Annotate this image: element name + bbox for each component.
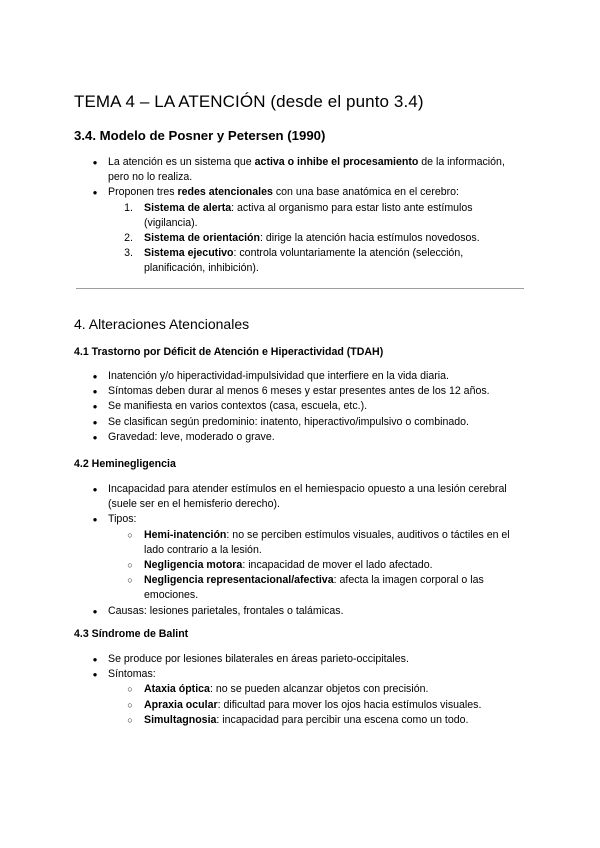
list-item: ● Gravedad: leve, moderado o grave.: [108, 430, 528, 445]
list-item: ○ Hemi-inatención: no se perciben estímulos visuales, auditivos o táctiles en el lado contrario a la lesión.: [144, 528, 524, 558]
bullet-marker: ●: [92, 655, 98, 664]
list-item: ● Tipos:: [108, 512, 528, 527]
list-item: 2. Sistema de orientación: dirige la atención hacia estímulos novedosos.: [144, 231, 524, 246]
document-title: TEMA 4 – LA ATENCIÓN (desde el punto 3.4): [74, 92, 424, 111]
bullet-marker: ●: [92, 515, 98, 525]
bullet-marker: ●: [92, 606, 98, 616]
circle-marker: ○: [127, 699, 133, 710]
list-item: ● Incapacidad para atender estímulos en el hemiespacio opuesto a una lesión cerebral (suele ser en el hemisferio derecho).: [108, 482, 528, 512]
list-item: ● Inatención y/o hiperactividad-impulsividad que interfiere en la vida diaria.: [108, 369, 528, 384]
posner-list: [0, 155, 600, 277]
bullet-marker: ●: [92, 417, 98, 427]
bullet-marker: ●: [92, 402, 98, 412]
subsection-heading-balint: 4.3 Síndrome de Balint: [74, 628, 189, 640]
bullet-marker: ●: [92, 188, 98, 198]
bullet-marker: ●: [92, 372, 98, 381]
number-marker: 2.: [124, 232, 133, 245]
bullet-marker: ●: [92, 158, 98, 167]
circle-marker: ○: [127, 684, 133, 695]
heminegligencia-list: [0, 482, 600, 619]
list-item: ○ Negligencia representacional/afectiva: afecta la imagen corporal o las emociones.: [144, 573, 524, 603]
number-marker: 3.: [124, 247, 133, 260]
list-item: ○ Ataxia óptica: no se pueden alcanzar objetos con precisión.: [144, 682, 524, 697]
bullet-marker: ●: [92, 387, 98, 397]
list-item: ○ Negligencia motora: incapacidad de mover el lado afectado.: [144, 558, 524, 573]
list-item: 1. Sistema de alerta: activa al organismo para estar listo ante estímulos (vigilancia).: [144, 201, 524, 231]
subsection-heading-tdah: 4.1 Trastorno por Déficit de Atención e Hiperactividad (TDAH): [74, 346, 384, 358]
list-item: ● Se produce por lesiones bilaterales en áreas parieto-occipitales.: [108, 652, 528, 667]
list-item: ● Se clasifican según predominio: inatento, hiperactivo/impulsivo o combinado.: [108, 415, 528, 430]
list-item: ● Proponen tres redes atencionales con una base anatómica en el cerebro:: [108, 185, 528, 200]
list-item: ○ Apraxia ocular: dificultad para mover los ojos hacia estímulos visuales.: [144, 698, 524, 713]
circle-marker: ○: [127, 575, 133, 586]
list-item: 3. Sistema ejecutivo: controla voluntariamente la atención (selección, planificación, inhibición).: [144, 246, 524, 276]
section-heading-3-4: 3.4. Modelo de Posner y Petersen (1990): [74, 128, 326, 143]
list-item: ● Síntomas:: [108, 667, 528, 682]
list-item: ● Síntomas deben durar al menos 6 meses y estar presentes antes de los 12 años.: [108, 384, 528, 399]
list-item: ● Se manifiesta en varios contextos (casa, escuela, etc.).: [108, 399, 528, 414]
bullet-marker: ●: [92, 432, 98, 442]
horizontal-divider: [76, 288, 524, 289]
bullet-marker: ●: [92, 485, 98, 494]
tdah-list: [0, 369, 600, 445]
list-item: ○ Simultagnosia: incapacidad para percibir una escena como un todo.: [144, 713, 524, 728]
subsection-heading-heminegligencia: 4.2 Heminegligencia: [74, 458, 176, 470]
list-item: ● La atención es un sistema que activa o inhibe el procesamiento de la información, pero no lo realiza.: [108, 155, 528, 185]
circle-marker: ○: [127, 529, 133, 540]
number-marker: 1.: [124, 201, 133, 214]
list-item: ● Causas: lesiones parietales, frontales o talámicas.: [108, 604, 528, 619]
balint-list: [0, 652, 600, 728]
bullet-marker: ●: [92, 670, 98, 680]
circle-marker: ○: [127, 714, 133, 725]
section-heading-4: 4. Alteraciones Atencionales: [74, 316, 250, 332]
circle-marker: ○: [127, 560, 133, 571]
